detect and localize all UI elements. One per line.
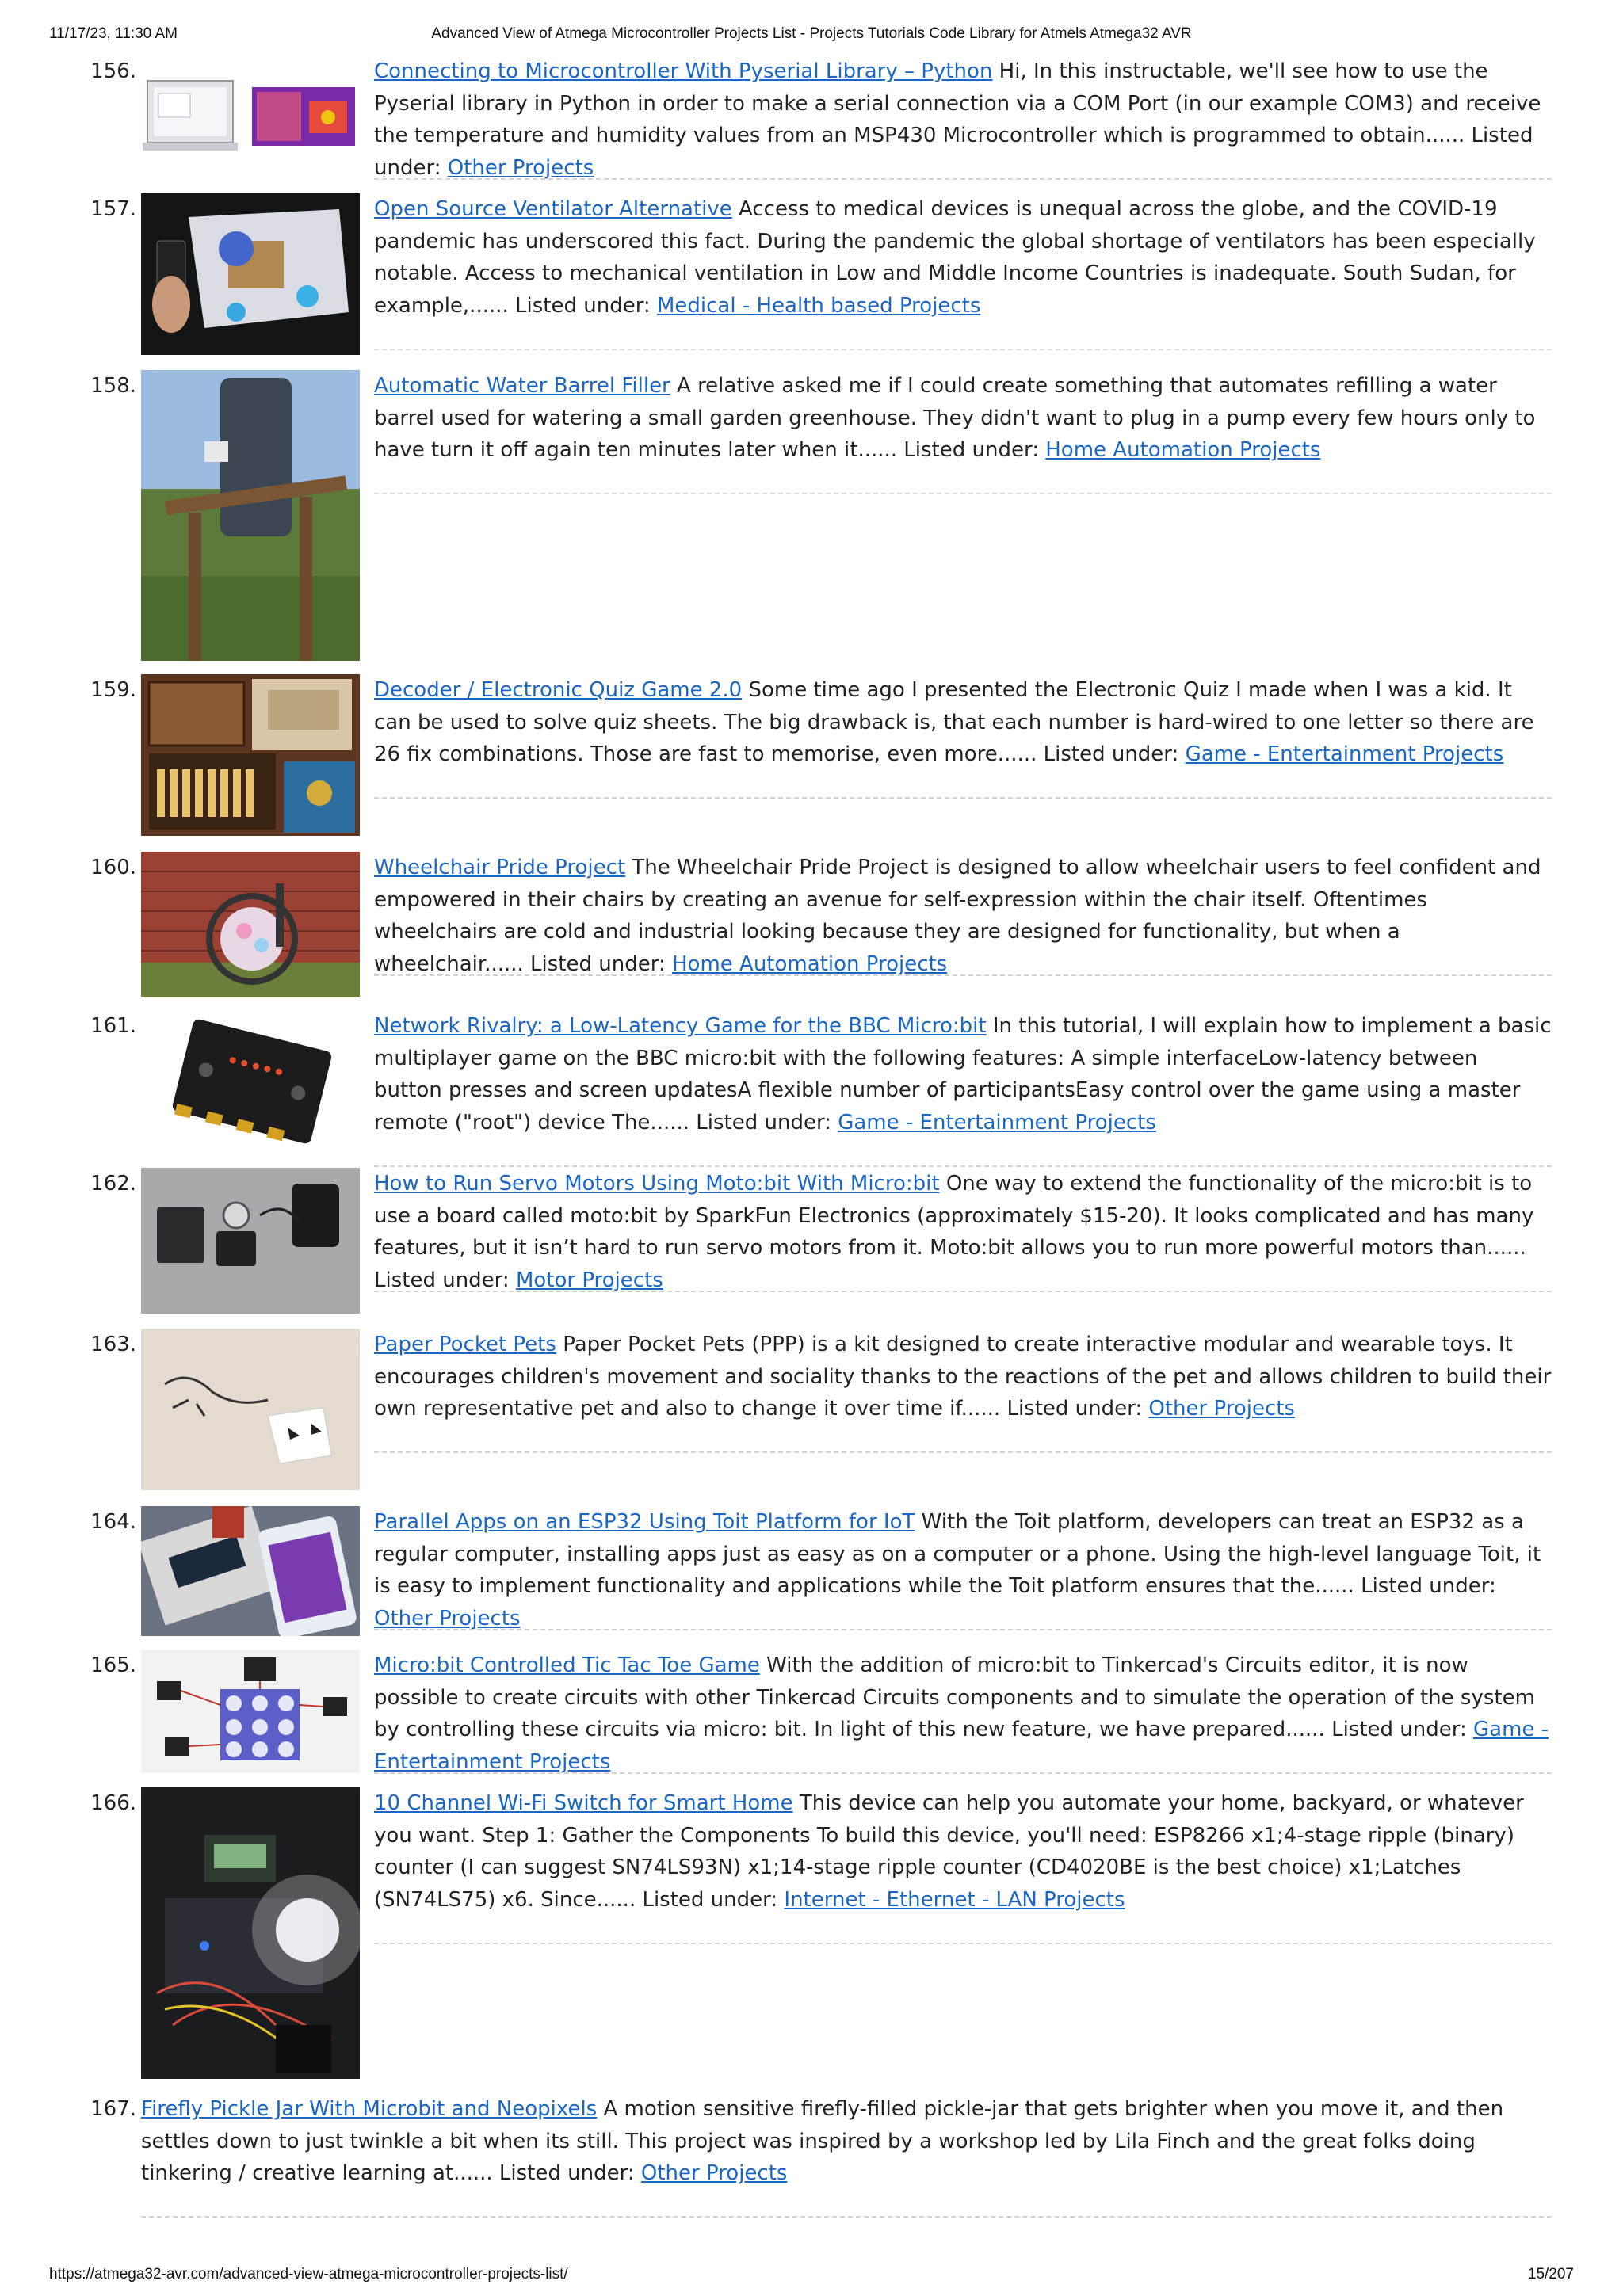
project-thumbnail[interactable]: [141, 1168, 360, 1314]
print-url: https://atmega32-avr.com/advanced-view-atmega-microcontroller-projects-list/: [49, 2266, 568, 2283]
item-separator: [374, 797, 1552, 799]
project-thumbnail[interactable]: [141, 370, 360, 661]
item-text: [374, 852, 1552, 980]
item-number: 163.: [90, 1333, 136, 1356]
project-thumbnail[interactable]: [141, 852, 360, 997]
item-number: 166.: [90, 1791, 136, 1815]
item-number: 159.: [90, 678, 136, 702]
item-number: 167.: [90, 2097, 136, 2121]
project-description: A relative asked me if I could create something that automates refilling a water barrel used for watering a small garden greenhouse. They didn't want to plug in a pump every few hours only to have turn it off again ten minutes later when it...... Listed under:: [374, 374, 1536, 462]
category-link[interactable]: Motor Projects: [515, 1268, 663, 1292]
item-separator: [141, 2216, 1552, 2218]
project-title-link[interactable]: Parallel Apps on an ESP32 Using Toit Platform for IoT: [374, 1510, 915, 1534]
item-text: [374, 1168, 1552, 1296]
category-link[interactable]: Home Automation Projects: [1045, 438, 1321, 462]
item-separator: [374, 493, 1552, 494]
project-thumbnail[interactable]: [141, 1787, 360, 2079]
category-link[interactable]: Other Projects: [374, 1606, 521, 1630]
project-description: Access to medical devices is unequal across the globe, and the COVID-19 pandemic has underscored this fact. During the pandemic the global shortage of ventilators has been especially notable. Access to mechanical ventilation in Low and Middle Income Countries is inadequate. South Sudan, for example,...... Listed under:: [374, 197, 1536, 318]
project-title-link[interactable]: Paper Pocket Pets: [374, 1333, 556, 1356]
project-title-link[interactable]: Wheelchair Pride Project: [374, 856, 626, 879]
project-title-link[interactable]: Decoder / Electronic Quiz Game 2.0: [374, 678, 743, 702]
item-separator: [374, 1943, 1552, 1944]
project-description: One way to extend the functionality of the micro:bit is to use a board called moto:bit by SparkFun Electronics (approximately $15-20). It looks complicated and has many features, but it isn’t hard to run servo motors from it. Moto:bit allows you to run more powerful motors than...... Listed under:: [374, 1172, 1534, 1292]
item-separator: [374, 1629, 1552, 1630]
project-description: The Wheelchair Pride Project is designed to allow wheelchair users to feel confident and empowered in their chairs by creating an avenue for self-expression within the chair itself. Oftentimes wheelchairs are cold and industrial looking because they are designed for functionality, but when a wheelchair...... Listed under:: [374, 856, 1541, 976]
item-text: [374, 370, 1552, 467]
item-number: 164.: [90, 1510, 136, 1534]
item-text: [374, 1787, 1552, 1916]
project-description: In this tutorial, I will explain how to implement a basic multiplayer game on the BBC micro:bit with the following features: A simple interfaceLow-latency between button presses and screen updatesA flexible number of participantsEasy control over the game using a master remote ("root") device The...... Listed under:: [374, 1014, 1552, 1135]
item-number: 157.: [90, 197, 136, 221]
project-thumbnail[interactable]: [141, 1010, 360, 1150]
print-page-title: Advanced View of Atmega Microcontroller Projects List - Projects Tutorials Code Library for Atmels Atmega32 AVR: [431, 25, 1192, 42]
project-title-link[interactable]: How to Run Servo Motors Using Moto:bit With Micro:bit: [374, 1172, 940, 1196]
category-link[interactable]: Game - Entertainment Projects: [838, 1110, 1156, 1135]
item-separator: [374, 974, 1552, 976]
project-description: A motion sensitive firefly-filled pickle-jar that gets brighter when you move it, and then settles down to just twinkle a bit when its still. This project was inspired by a workshop led by Lila Finch and the great folks doing tinkering / creative learning at...... Listed under:: [141, 2097, 1504, 2185]
item-separator: [374, 1772, 1552, 1774]
project-thumbnail[interactable]: [141, 674, 360, 836]
project-thumbnail[interactable]: [141, 73, 360, 160]
print-page-number: 15/207: [1527, 2266, 1574, 2283]
project-title-link[interactable]: Firefly Pickle Jar With Microbit and Neopixels: [141, 2097, 598, 2121]
item-text: [374, 55, 1552, 184]
item-number: 158.: [90, 374, 136, 398]
project-description: Hi, In this instructable, we'll see how to use the Pyserial library in Python in order to make a serial connection via a COM Port (in our example COM3) and receive the temperature and humidity values from an MSP430 Microcontroller which is programmed to obtain...... Listed under:: [374, 59, 1541, 180]
project-thumbnail[interactable]: [141, 193, 360, 355]
project-title-link[interactable]: Micro:bit Controlled Tic Tac Toe Game: [374, 1653, 760, 1677]
item-number: 165.: [90, 1653, 136, 1677]
item-number: 162.: [90, 1172, 136, 1196]
item-separator: [374, 1451, 1552, 1453]
project-description: With the addition of micro:bit to Tinkercad's Circuits editor, it is now possible to create circuits with other Tinkercad Circuits components and to simulate the operation of the system by controlling these circuits via micro: bit. In light of this new feature, we have prepared...... Listed under:: [374, 1653, 1535, 1741]
item-text: [374, 1650, 1552, 1778]
project-title-link[interactable]: Network Rivalry: a Low-Latency Game for the BBC Micro:bit: [374, 1014, 987, 1038]
category-link[interactable]: Game - Entertainment Projects: [1185, 742, 1504, 766]
item-number: 156.: [90, 59, 136, 83]
category-link[interactable]: Internet - Ethernet - LAN Projects: [784, 1887, 1125, 1912]
category-link[interactable]: Medical - Health based Projects: [656, 293, 981, 318]
item-text: [374, 193, 1552, 322]
category-link[interactable]: Other Projects: [447, 155, 594, 180]
item-text: [374, 1010, 1552, 1138]
project-thumbnail[interactable]: [141, 1650, 360, 1773]
project-description: With the Toit platform, developers can treat an ESP32 as a regular computer, installing apps just as easy as on a computer or a phone. Using the high-level language Toit, it is easy to implement functionality and applications while the Toit platform ensures that the...... Listed under:: [374, 1510, 1541, 1598]
project-title-link[interactable]: Open Source Ventilator Alternative: [374, 197, 732, 221]
item-separator: [374, 178, 1552, 180]
category-link[interactable]: Game - Entertainment Projects: [374, 1718, 1549, 1774]
project-title-link[interactable]: Automatic Water Barrel Filler: [374, 374, 670, 398]
project-description: Some time ago I presented the Electronic Quiz I made when I was a kid. It can be used to solve quiz sheets. The big drawback is, that each number is hard-wired to one letter so there are 26 fix combinations. Those are fast to memorise, even more...... Listed under:: [374, 678, 1534, 766]
category-link[interactable]: Other Projects: [640, 2161, 788, 2185]
item-separator: [374, 349, 1552, 350]
item-text: [374, 1506, 1552, 1634]
item-separator: [374, 1165, 1552, 1167]
project-description: Paper Pocket Pets (PPP) is a kit designed to create interactive modular and wearable toys. It encourages children's movement and sociality thanks to the reactions of the pet and allows children to build their own representative pet and also to change it over time if...... Listed under:: [374, 1333, 1552, 1421]
category-link[interactable]: Other Projects: [1148, 1397, 1295, 1421]
item-separator: [374, 1291, 1552, 1292]
category-link[interactable]: Home Automation Projects: [671, 952, 948, 976]
project-title-link[interactable]: Connecting to Microcontroller With Pyserial Library – Python: [374, 59, 993, 83]
project-thumbnail[interactable]: [141, 1506, 360, 1636]
item-text: [374, 674, 1552, 771]
item-number: 161.: [90, 1014, 136, 1038]
item-text: [141, 2093, 1552, 2190]
project-thumbnail[interactable]: [141, 1329, 360, 1490]
print-datetime: 11/17/23, 11:30 AM: [49, 25, 178, 42]
item-text: [374, 1329, 1552, 1425]
item-number: 160.: [90, 856, 136, 879]
project-title-link[interactable]: 10 Channel Wi-Fi Switch for Smart Home: [374, 1791, 793, 1815]
project-description: This device can help you automate your home, backyard, or whatever you want. Step 1: Gather the Components To build this device, you'll need: ESP8266 x1;4-stage ripple (binary) counter (I can suggest SN74LS93N) x1;14-stage ripple counter (CD4020BE is the best choice) x1;Latches (SN74LS75) x6. Since...... Listed under:: [374, 1791, 1524, 1912]
